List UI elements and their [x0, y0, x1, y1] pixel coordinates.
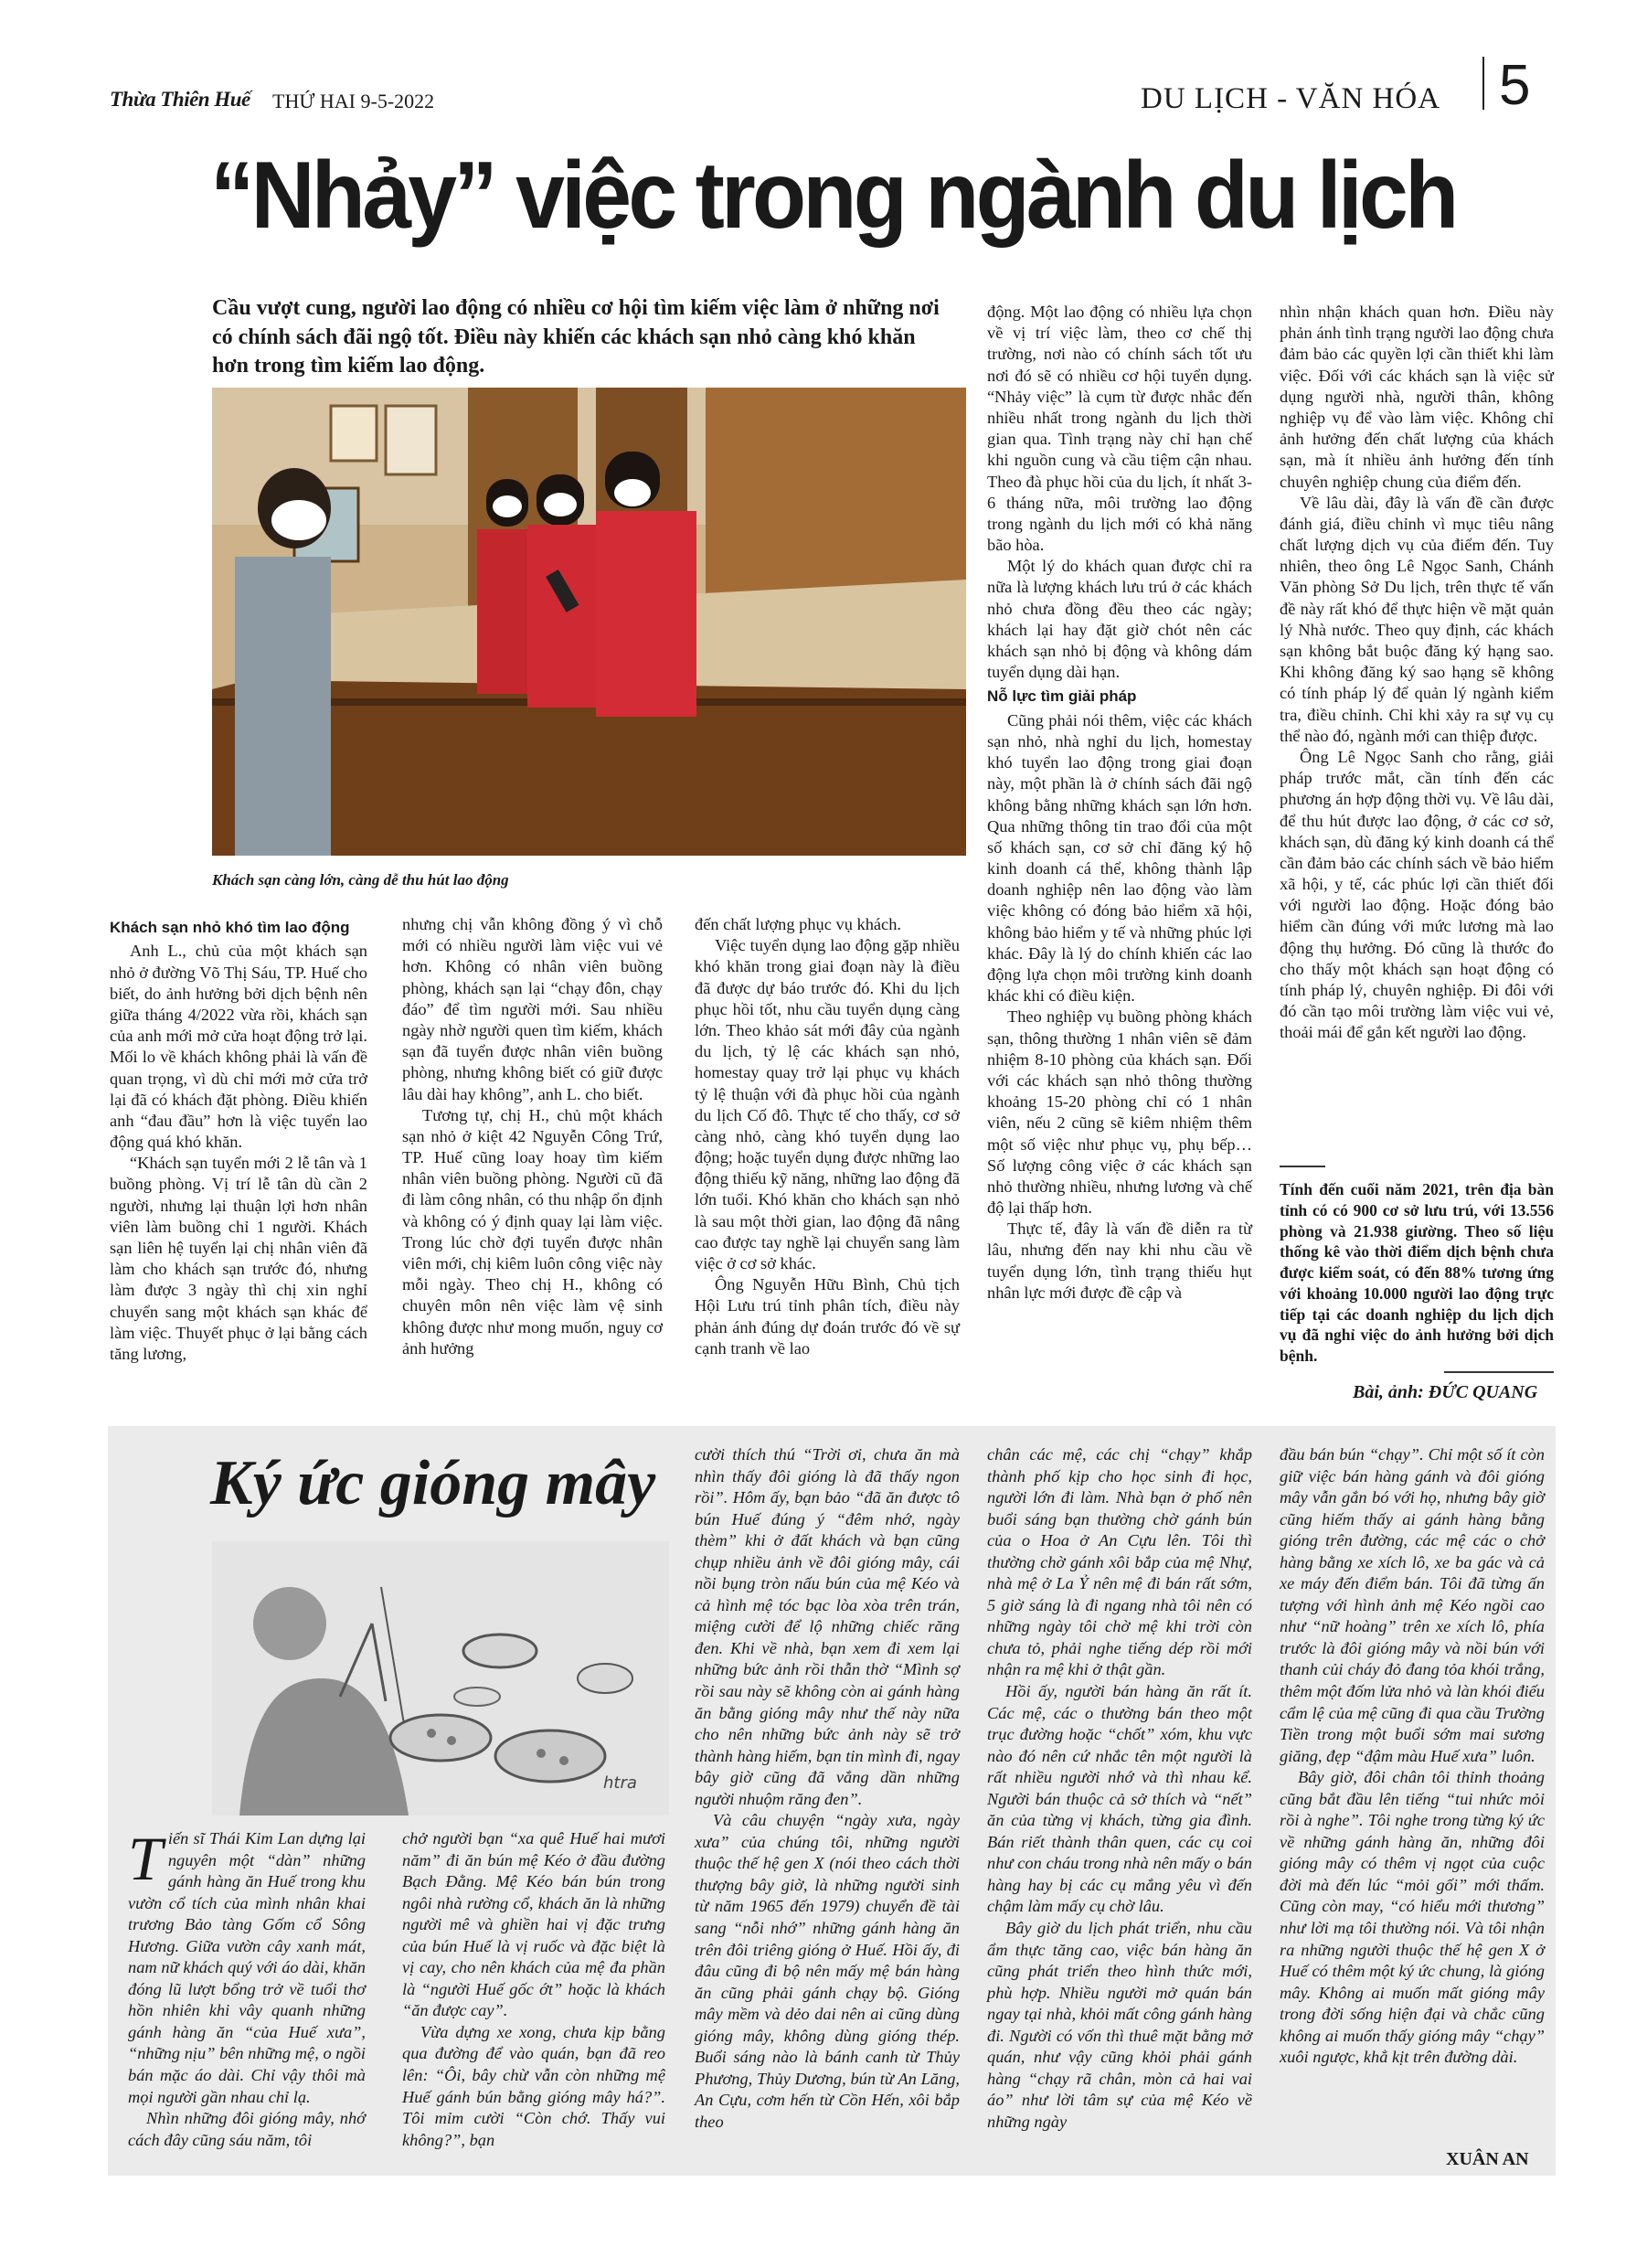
paragraph: Theo nghiệp vụ buồng phòng khách sạn, thông thường 1 nhân viên sẽ đảm nhiệm 8-10 phòng của khách sạn. Đối với các khách sạn nhỏ thông thường khoảng 15-20 phòng chỉ có 1 nhân viên, nếu 2 cũng sẽ kiêm nhiệm thêm một số việc như phục vụ, phụ bếp… Số lượng công việc ở các khách sạn nhỏ thường nhiều, nhưng lương và chế độ lại thấp hơn.: [987, 1007, 1252, 1218]
article-column-2: [402, 914, 663, 1359]
paragraph: Cũng phải nói thêm, việc các khách sạn nhỏ, nhà nghỉ du lịch, homestay khó tuyển lao động trong giai đoạn này, một phần là ở chính sách đãi ngộ không bằng những khách sạn lớn hơn. Qua những thông tin trao đổi của một số khách sạn, cơ sở chỉ đăng ký hộ kinh doanh cá thể, không thành lập doanh nghiệp nên lao động vào làm việc không có đóng bảo hiểm xã hội, không bảo hiểm y tế và những phúc lợi khác. Đây là lý do chính khiến các lao động lựa chọn môi trường kinh doanh khác khi có điều kiện.: [987, 710, 1252, 1006]
paragraph: chở người bạn “xa quê Huế hai mươi năm” đi ăn bún mệ Kéo ở đầu đường Bạch Đằng. Mệ Kéo bán bún trong ngôi nhà rường cổ, khách ăn là những người mê và ghiền hai vị đặc trưng của bún Huế là vị ruốc và đặc biệt là vị cay, cho nên khách của mệ đa phần là “người Huế gốc ớt” hoặc là khách “ăn được cay”.: [402, 1829, 665, 2020]
paragraph: Tương tự, chị H., chủ một khách sạn nhỏ ở kiệt 42 Nguyễn Công Trứ, TP. Huế cũng loay hoay tìm kiếm nhân viên buồng phòng. Người cũ đã đi làm công nhân, có thu nhập ổn định và không có ý định quay lại làm việc. Trong lúc chờ đợi tuyển được nhân viên mới, chị kiêm luôn công việc này mỗi ngày. Theo chị H., không có chuyên môn nên việc làm vệ sinh không được như mong muốn, nguy cơ ảnh hưởng: [402, 1105, 663, 1358]
subhead-small-hotels: Khách sạn nhỏ khó tìm lao động: [110, 919, 350, 936]
paragraph: nhưng chị vẫn không đồng ý vì chỗ mới có nhiều người làm việc vui vẻ hơn. Không có nhân viên buồng phòng, khách sạn lại “chạy đôn, chạy đáo” để tìm người mới. Sau nhiều ngày nhờ người quen tìm kiếm, khách sạn đã tuyển được nhân viên buồng phòng, nhưng không biết có giữ được lâu dài hay không”, anh L. cho biết.: [402, 915, 663, 1103]
paragraph: Việc tuyển dụng lao động gặp nhiều khó khăn trong giai đoạn này là điều đã được dự báo trước đó. Khi du lịch phục hồi tốt, nhu cầu tuyển dụng càng lớn. Theo khảo sát mới đây của ngành du lịch, tỷ lệ các khách sạn nhỏ, homestay quay trở lại phục vụ khách tỷ lệ thuận với đà phục hồi của ngành du lịch Cố đô. Thực tế cho thấy, cơ sở càng nhỏ, càng khó tuyển dụng lao động; hoặc tuyển dụng được những lao động thiếu kỹ năng, những lao động đã lớn tuổi. Khó khăn cho khách sạn nhỏ là sau một thời gian, lao động đã nâng cao được tay nghề lại chuyển sang làm việc ở cơ sở khác.: [695, 936, 960, 1272]
paragraph: Anh L., chủ của một khách sạn nhỏ ở đường Võ Thị Sáu, TP. Huế cho biết, do ảnh hưởng bởi dịch bệnh nên giữa tháng 4/2022 vừa rồi, khách sạn của anh mới mở cửa hoạt động trở lại. Mối lo về khách không phải là vấn đề quan trọng, vì dù chỉ mới mở cửa trở lại đã có khách đặt phòng. Điều khiến anh “đau đầu” hơn là việc tuyển lao động quá khó khăn.: [110, 942, 367, 1152]
feature-column-4: [987, 1444, 1252, 2134]
newspaper-name: Thừa Thiên Huế: [110, 88, 250, 111]
paragraph: Về lâu dài, đây là vấn đề cần được đánh giá, điều chỉnh vì mục tiêu nâng chất lượng dịch vụ của điểm đến. Tuy nhiên, theo ông Lê Ngọc Sanh, Chánh Văn phòng Sở Du lịch, trên thực tế vấn đề này rất khó để thực hiện về mặt quản lý Nhà nước. Theo quy định, các khách sạn không bắt buộc đăng ký hạng sao. Khi không đăng ký sao hạng sẽ không có tính pháp lý để quản lý ngành kiểm tra, điều chỉnh. Chỉ khi xảy ra sự vụ cụ thể nào đó, ngành mới can thiệp được.: [1280, 493, 1554, 745]
paragraph: động. Một lao động có nhiều lựa chọn về vị trí việc làm, theo cơ chế thị trường, nơi nào có chính sách tốt ưu nơi đó sẽ có nhiều cơ hội tuyển dụng. “Nhảy việc” là cụm từ được nhắc đến nhiều nhất trong ngành du lịch thời gian qua. Tình trạng này chỉ hạn chế khi nguồn cung và cầu tiệm cận nhau. Theo đà phục hồi của du lịch, ít nhất 3-6 tháng nữa, môi trường lao động trong ngành du lịch mới có khả năng bão hòa.: [987, 303, 1252, 555]
article-column-3: [695, 914, 960, 1359]
paragraph: chân các mệ, các chị “chạy” khắp thành phố kịp cho học sinh đi học, người lớn đi làm. Nhà bạn ở phố nên buổi sáng bạn thường chờ gánh bún của o Hoa ở An Cựu lên. Tôi thì thường chờ gánh xôi bắp của mệ Nhự, nhà mệ ở La Ỷ nên mệ đi bán rất sớm, 5 giờ sáng là đi ngang nhà tôi nên có những ngày tôi chờ mệ khi trời còn chưa tỏ, phải nghe tiếng dép rồi mới nhận ra mệ khi ở thật gần.: [987, 1445, 1252, 1679]
paragraph: “Khách sạn tuyển mới 2 lễ tân và 1 buồng phòng. Vị trí lễ tân dù cần 2 người, nhưng lại thuận lợi hơn nhân viên làm buồng chỉ 1 người. Khách sạn liên hệ tuyển lại chị nhân viên đã làm cho khách sạn trước đó, nhưng làm được 3 ngày thì chị xin nghỉ chuyển sang một khách sạn khác để làm việc. Thuyết phục ở lại bằng cách tăng lương,: [110, 1154, 367, 1363]
paragraph: đến chất lượng phục vụ khách.: [695, 915, 902, 933]
paragraph: Thực tế, đây là vấn đề diễn ra từ lâu, nhưng đến nay khi nhu cầu về tuyển dụng lớn, tình trạng thiếu hụt nhân lực mới được đề cập và: [987, 1219, 1252, 1302]
feature-column-3: [695, 1444, 960, 2134]
sketch-signature: htra: [603, 1773, 637, 1793]
feature-column-5: [1280, 1444, 1545, 2069]
page-number: 5: [1499, 54, 1531, 117]
photo-illustration: [212, 388, 966, 856]
sketch-illustration: [212, 1541, 669, 1815]
paragraph: iến sĩ Thái Kim Lan dựng lại nguyên một “dàn” những gánh hàng ăn Huế trong khu vườn cổ tích của mình nhân khai trương Bảo tàng Gốm cổ Sông Hương. Giữa vườn cây xanh mát, nam nữ khách quý với áo dài, khăn đóng lũ lượt bổng trở về tuổi thơ hồn nhiên khi vây quanh những gánh hàng ăn “của Huế xưa”, “những nịu” bên những mệ, o ngồi bán mặc áo dài. Chỉ vậy thôi mà mọi người gần nhau chỉ lạ.: [128, 1829, 366, 2106]
article-byline: Bài, ảnh: ĐỨC QUANG: [1353, 1382, 1538, 1402]
feature-title: Ký ức gióng mây: [210, 1448, 656, 1518]
paragraph: Hồi ấy, người bán hàng ăn rất ít. Các mệ, các o thường bán theo một trục đường hoặc “chốt” xóm, khu vực nào đó nên cứ nhắc tên một người là rất nhiều người nhớ và thì nhau kể. Người bán thuộc cả sở thích và “nết” ăn của từng vị khách, từng gia đình. Bán riết thành thân quen, các cụ coi như con cháu trong nhà nên mấy o bán hàng hay bị các cụ mắng yêu vì đến chậm làm mấy cụ chờ lâu.: [987, 1682, 1252, 1916]
paragraph: Và câu chuyện “ngày xưa, ngày xưa” của chúng tôi, những người thuộc thế hệ gen X (nói theo cách thời thượng bây giờ, là những người sinh từ năm 1965 đến 1979) chuyển đề tài sang “nỗi nhớ” những gánh hàng ăn trên đôi triêng gióng ở Huế. Hồi ấy, đi đâu cũng đi bộ nên mấy mệ bán hàng ăn cũng phải gánh chạy bộ. Gióng mây mềm và dẻo dai nên ai cũng dùng gióng mây, không dùng gióng thép. Buổi sáng nào là bánh canh từ Thủy Phương, Thủy Dương, bún từ An Lăng, An Cựu, cơm hến từ Cồn Hến, xôi bắp theo: [695, 1811, 960, 2131]
statistics-factbox: Tính đến cuối năm 2021, trên địa bàn tỉnh có có 900 cơ sở lưu trú, với 13.556 phòng và 21.938 giường. Theo số liệu thống kê vào thời điểm dịch bệnh chưa được kiểm soát, có đến 88% tương ứng với khoảng 10.000 người lao động trực tiếp tại các doanh nghiệp du lịch dịch vụ đã nghỉ việc do ảnh hưởng bởi dịch bệnh.: [1280, 1180, 1554, 1365]
header-divider: [1482, 57, 1484, 110]
paragraph: Vừa dựng xe xong, chưa kịp bằng qua đường để vào quán, bạn đã reo lên: “Ôi, bây chừ vẫn còn những mệ Huế gánh bún bằng gióng mây há?”. Tôi mỉm cười “Còn chớ. Thấy vui không?”, bạn: [402, 2022, 665, 2149]
feature-byline: XUÂN AN: [1446, 2149, 1529, 2169]
subhead-solutions: Nỗ lực tìm giải pháp: [987, 687, 1137, 706]
article-column-1: [110, 914, 367, 1365]
paragraph: Ông Nguyễn Hữu Bình, Chủ tịch Hội Lưu trú tỉnh phân tích, điều này phản ánh đúng dự đoán trước đó về sự cạnh tranh về lao: [695, 1275, 960, 1358]
paragraph: cười thích thú “Trời ơi, chưa ăn mà nhìn thấy đôi gióng là đã thấy ngon rồi”. Hôm ấy, bạn bảo “đã ăn được tô bún Huế đúng ý “đêm nhớ, ngày thèm” khi ở đất khách và bạn cũng chụp nhiều ảnh về đôi gióng mây, cái nồi bụng tròn nấu bún của mệ Kéo và cả hình mệ tóc bạc lòa xòa trên trán, miệng cười để lộ những chiếc răng đen. Khi về nhà, bạn xem đi xem lại những bức ảnh rồi thẫn thờ “Mình sợ rồi sau này sẽ không còn ai gánh hàng ăn bằng gióng mây như thế này nữa cho nên những bức ảnh này sẽ trở thành hàng hiếm, bạn tin mình đi, ngay bây giờ cũng đã vắng dần những người nhuộm răng đen”.: [695, 1445, 960, 1808]
feature-column-2: [402, 1828, 665, 2151]
paragraph: Nhìn những đôi gióng mây, nhớ cách đây cũng sáu năm, tôi: [128, 2109, 366, 2149]
dropcap-letter: T: [128, 1824, 163, 1893]
hotel-reception-photo: [212, 388, 966, 856]
paragraph: Bây giờ du lịch phát triển, nhu cầu ẩm thực tăng cao, việc bán hàng ăn cũng phát triển theo hình thức mới, phù hợp. Nhiều người mở quán bán ngay tại nhà, khỏi mất công gánh hàng đi. Người có vốn thì thuê mặt bằng mở quán, như vậy cũng khỏi phải gánh hàng “chạy rã chân, mòn cả hai vai áo” như lời tâm sự của mệ Kéo về những ngày: [987, 1919, 1252, 2131]
paragraph: Bây giờ, đôi chân tôi thỉnh thoảng cũng bắt đầu lên tiếng “tui nhức mỏi rồi à nghe”. Tôi nghe trong từng ký ức về những gánh hàng ăn, những đôi gióng mây có thêm vị ngọt của cuộc đời mà đến lúc “mỏi gối” mới thấm. Cũng còn may, “có hiểu mới thương” như lời mạ tôi thường nói. Và tôi nhận ra những người thuộc thế hệ gen X ở Huế có thêm một ký ức chung, là gióng mây. Không ai muốn mất gióng mây trong đời sống hiện đại và chắc cũng không ai muốn thấy gióng mây “chạy” xuôi ngược, khẳ kịt trên đường dài.: [1280, 1768, 1545, 2067]
section-title: DU LỊCH - VĂN HÓA: [1141, 82, 1441, 115]
photo-caption: Khách sạn càng lớn, càng dễ thu hút lao động: [212, 871, 509, 889]
paragraph: Ông Lê Ngọc Sanh cho rằng, giải pháp trước mắt, cần tính đến các phương án hợp động thời vụ. Về lâu dài, để thu hút được lao động, ở các cơ sở, khách sạn, dù đăng ký kinh doanh cá thể cần đảm bảo các chính sách về bảo hiểm xã hội, y tế, các phúc lợi cần thiết đối với người lao động. Hoặc đóng bảo hiểm cần đúng với mức lương mà lao động thụ hưởng. Đó cũng là thước đo cho thấy một khách sạn hoạt động có tính pháp lý, chuyên nghiệp. Đi đôi với đó cần tạo môi trường làm việc vui vẻ, thoải mái để gắn kết người lao động.: [1280, 747, 1554, 1042]
article-headline: “Nhảy” việc trong ngành du lịch: [210, 143, 1456, 249]
paragraph: đầu bán bún “chạy”. Chỉ một số ít còn giữ việc bán hàng gánh và đôi gióng mây vẫn gắn bó với họ, nhưng bây giờ cũng hiếm thấy ai gánh hàng bằng gióng trên đường, các mệ các o chở hàng bằng xe xích lô, xe ba gác và cả xe máy đến điểm bán. Tôi đã từng ấn tượng với hình ảnh mệ Kéo ngồi cao như “nữ hoàng” trên xe xích lô, phía trước là đôi gióng mây và nồi bún với thanh củi cháy đỏ đang tỏa khói trắng, thêm một đốm lửa nhỏ và làn khói điếu cẩm lệ của mệ cũng đi qua cầu Trường Tiền trong một buổi sớm mai sương giăng, đẹp “đậm màu Huế xưa” luôn.: [1280, 1445, 1545, 1765]
feature-column-1: [128, 1824, 366, 2151]
article-column-4: [987, 302, 1252, 1304]
issue-date: THỨ HAI 9-5-2022: [272, 90, 435, 112]
paragraph: nhìn nhận khách quan hơn. Điều này phản ánh tình trạng người lao động chưa đảm bảo các quyền lợi cần thiết khi làm việc. Đối với các khách sạn là việc sử dụng người nhà, người thân, không nghiệp vụ để vào làm việc. Không chỉ ảnh hưởng đến chất lượng của khách sạn, mà ít nhiều ảnh hưởng đến tính chuyên nghiệp chung của điểm đến.: [1280, 303, 1554, 491]
article-column-5: [1280, 302, 1554, 1044]
paragraph: Một lý do khách quan được chỉ ra nữa là lượng khách lưu trú ở các khách nhỏ chưa đồng đều theo các ngày; khách lại hay đặt giờ chót nên các khách sạn nhỏ bị động và không dám tuyển dụng dài hạn.: [987, 557, 1252, 682]
factbox-rule: [1280, 1166, 1325, 1167]
street-vendor-sketch: [212, 1541, 669, 1815]
article-lead: Cầu vượt cung, người lao động có nhiều cơ hội tìm kiếm việc làm ở những nơi có chính sách đãi ngộ tốt. Điều này khiến các khách sạn nhỏ càng khó khăn hơn trong tìm kiếm lao động.: [212, 296, 940, 378]
byline-rule: [1444, 1371, 1554, 1373]
